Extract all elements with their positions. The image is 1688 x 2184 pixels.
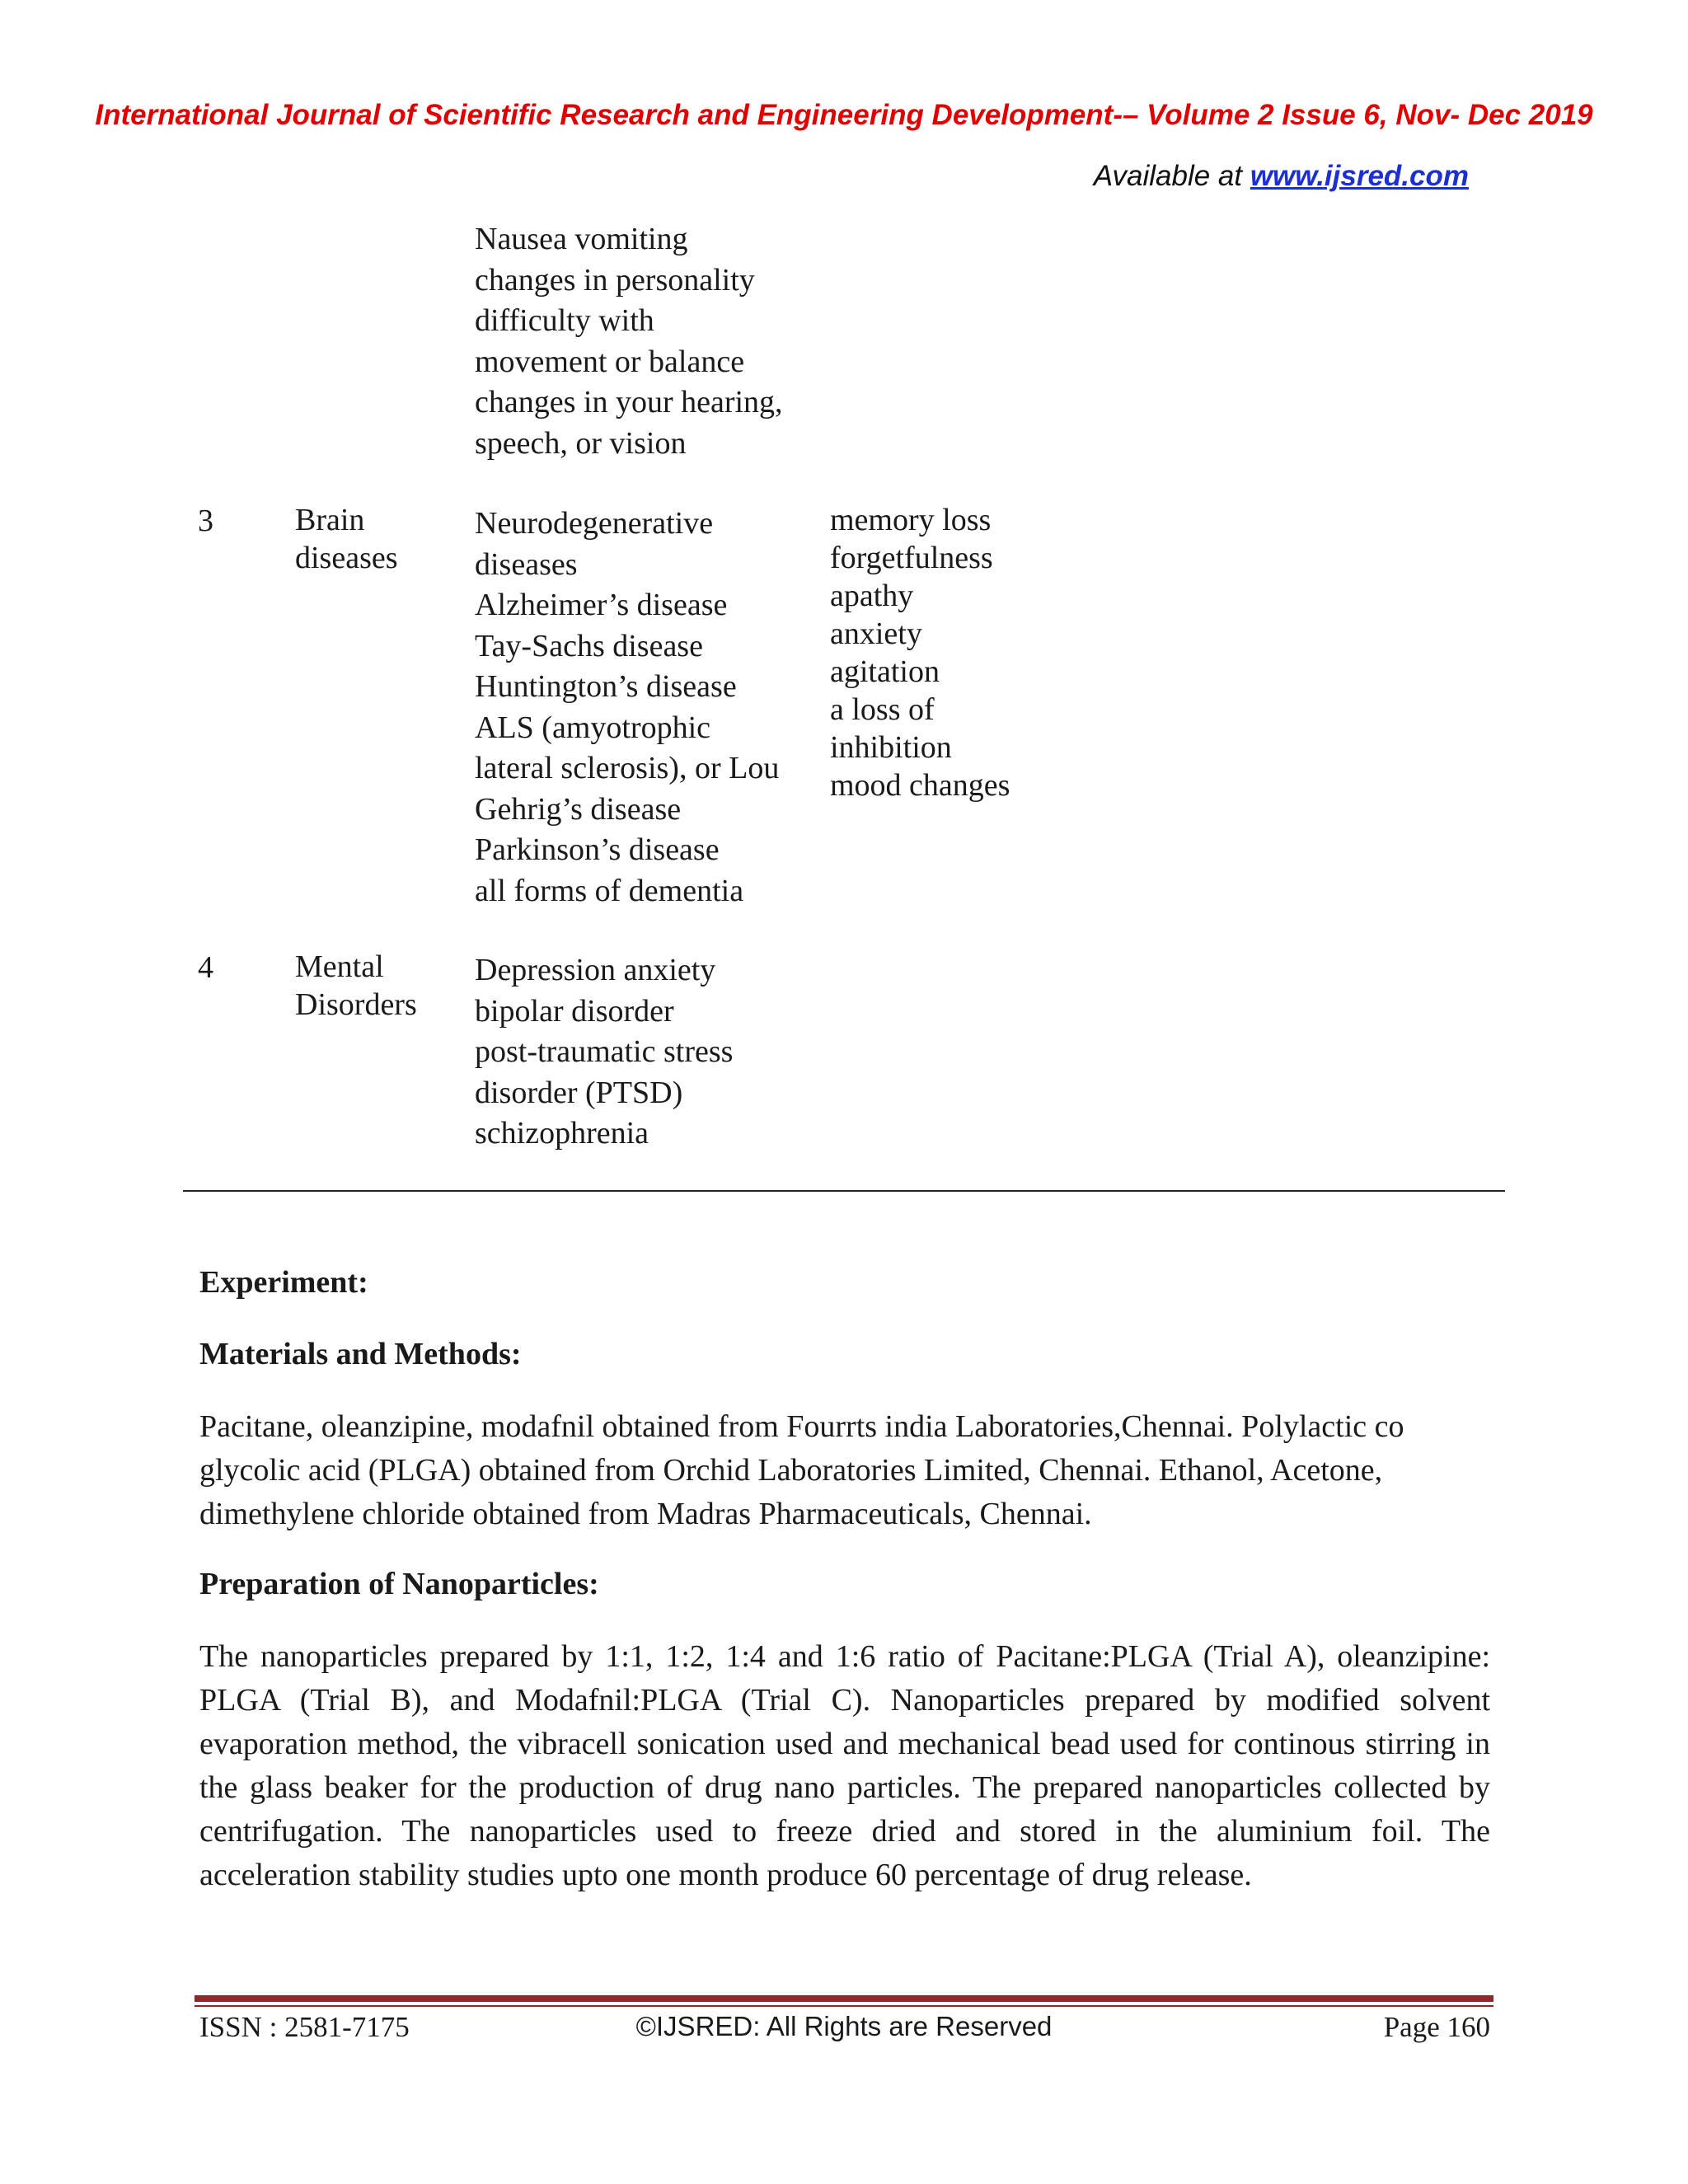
- disease-name-cell: [295, 948, 417, 1024]
- cause-line: Nausea vomiting: [475, 222, 688, 256]
- cause-line: diseases: [475, 546, 578, 582]
- cause-line: difficulty with: [475, 303, 654, 338]
- disease-name-line: Mental: [295, 949, 384, 984]
- disease-name-line: Disorders: [295, 987, 417, 1022]
- cause-line: ALS (amyotrophic: [475, 710, 711, 745]
- cause-line: changes in your hearing,: [475, 385, 783, 419]
- cause-line: Depression anxiety: [475, 953, 716, 987]
- symptom-line: mood changes: [830, 768, 1010, 803]
- row-number: 3: [198, 504, 213, 538]
- availability-line: [1094, 160, 1469, 193]
- symptom-line: memory loss: [830, 503, 992, 537]
- cause-line: all forms of dementia: [475, 873, 744, 908]
- cause-line: Alzheimer’s disease: [475, 588, 728, 622]
- journal-website-link[interactable]: www.ijsred.com: [1250, 160, 1469, 192]
- page-number: Page 160: [1383, 2011, 1490, 2043]
- footer-rule: [195, 1995, 1493, 2002]
- experiment-heading: Experiment:: [199, 1265, 368, 1300]
- materials-heading: Materials and Methods:: [199, 1337, 522, 1371]
- journal-header: International Journal of Scientific Research and Engineering Development-– Volume 2 Issue 6, Nov- Dec 2019: [95, 99, 1593, 131]
- preparation-heading: Preparation of Nanoparticles:: [199, 1567, 599, 1601]
- cause-line: Huntington’s disease: [475, 669, 737, 704]
- cause-line: lateral sclerosis), or Lou: [475, 751, 780, 785]
- cause-line: bipolar disorder: [475, 993, 674, 1029]
- materials-paragraph: Pacitane, oleanzipine, modafnil obtained from Fourrts india Laboratories,Chennai. Polylactic co glycolic acid (PLGA) obtained from Orchid Laboratories Limited, Chennai. Ethanol, Acetone, dimethylene chloride obtained from Madras Pharmaceuticals, Chennai.: [199, 1409, 1404, 1531]
- copyright-notice: ©IJSRED: All Rights are Reserved: [635, 2011, 1053, 2041]
- footer-rule-thin: [195, 2005, 1493, 2007]
- causes-cell: [475, 504, 779, 912]
- preparation-paragraph: The nanoparticles prepared by 1:1, 1:2, 1:4 and 1:6 ratio of Pacitane:PLGA (Trial A), oleanzipine: PLGA (Trial B), and Modafnil:PLGA (Trial C). Nanoparticles prepared by modified solvent evaporation method, the vibracell sonication used and mechanical bead used for continous stirring in the glass beaker for the production of drug nano particles. The prepared nanoparticles collected by centrifugation. The nanoparticles used to freeze dried and stored in the aluminium foil. The acceleration stability studies upto one month produce 60 percentage of drug release.: [199, 1639, 1490, 1892]
- symptoms-cell: [830, 501, 1010, 804]
- cause-line: post-traumatic stress: [475, 1034, 734, 1069]
- cause-line: speech, or vision: [475, 425, 687, 461]
- cause-line: schizophrenia: [475, 1116, 649, 1151]
- cause-line: Neurodegenerative: [475, 506, 714, 541]
- cause-line: movement or balance: [475, 344, 745, 379]
- symptom-line: agitation: [830, 654, 940, 689]
- cause-line: Parkinson’s disease: [475, 832, 720, 867]
- symptom-line: inhibition: [830, 730, 952, 765]
- cause-line: Tay-Sachs disease: [475, 628, 703, 663]
- disease-name-line: diseases: [295, 541, 398, 575]
- symptom-line: apathy: [830, 579, 914, 613]
- disease-name-cell: [295, 501, 398, 577]
- causes-cell: [475, 950, 733, 1155]
- available-prefix: Available at: [1093, 160, 1250, 192]
- continued-causes-cell: [475, 219, 783, 464]
- disease-name-line: Brain: [295, 503, 365, 537]
- symptom-line: forgetfulness: [830, 541, 993, 575]
- cause-line: Gehrig’s disease: [475, 791, 682, 827]
- symptom-line: a loss of: [830, 692, 935, 727]
- row-number: 4: [198, 950, 213, 985]
- issn-label: ISSN : 2581-7175: [199, 2011, 410, 2043]
- cause-line: changes in personality: [475, 262, 755, 298]
- cause-line: disorder (PTSD): [475, 1075, 683, 1110]
- table-bottom-rule: [183, 1190, 1505, 1192]
- symptom-line: anxiety: [830, 616, 922, 651]
